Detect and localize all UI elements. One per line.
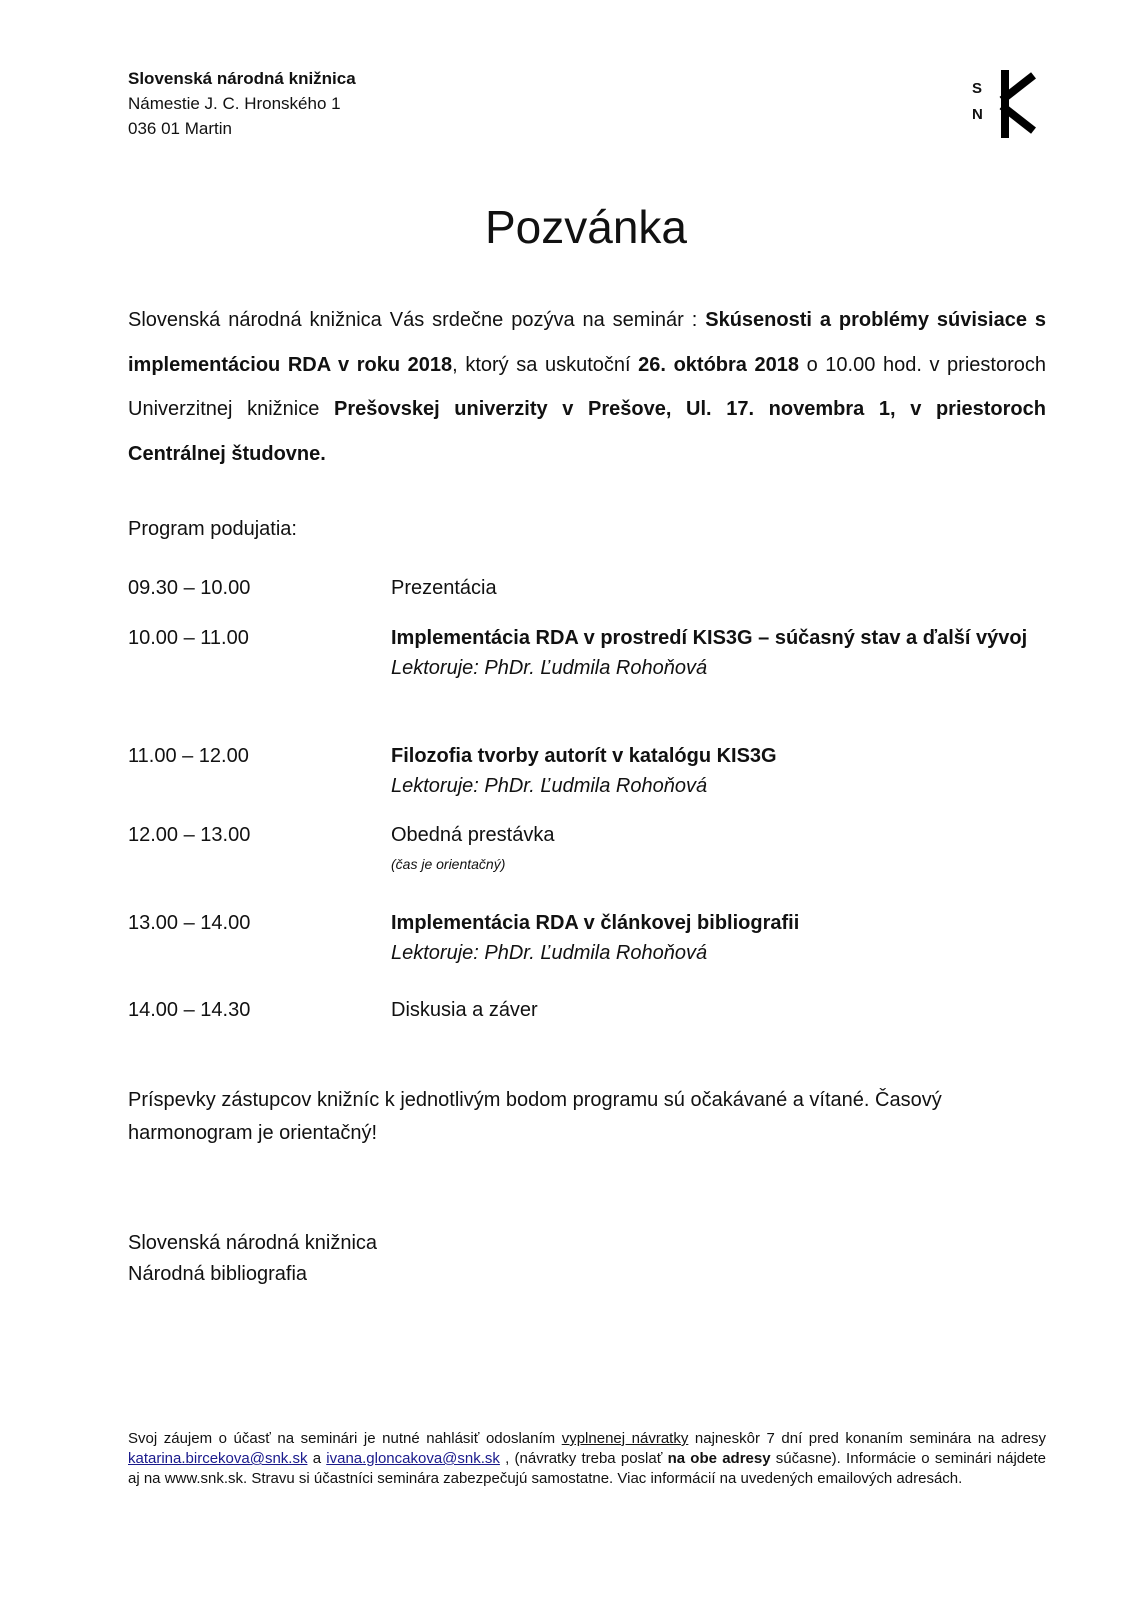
closing-paragraph: Príspevky zástupcov knižníc k jednotlivým bodom programu sú očakávané a vítané. Časový harmonogram je orientačný! xyxy=(128,1089,942,1144)
email-link-bircekova[interactable]: katarina.bircekova@snk.sk xyxy=(128,1450,308,1467)
footer-text-1: Svoj záujem o účasť na seminári je nutné nahlásiť odoslaním xyxy=(128,1430,562,1447)
program-lecturer: Lektoruje: PhDr. Ľudmila Rohoňová xyxy=(391,775,708,797)
footer-text-2: najneskôr 7 dní pred konaním seminára na adresy xyxy=(688,1430,1046,1447)
street: Námestie J. C. Hronského 1 xyxy=(128,94,341,113)
program-time: 09.30 – 10.00 xyxy=(128,577,251,599)
org-name: Slovenská národná knižnica xyxy=(128,69,356,88)
program-time: 12.00 – 13.00 xyxy=(128,824,251,846)
seminar-title: Skúsenosti a problémy súvisiace s implementáciou RDA v roku 2018 xyxy=(128,309,1046,376)
intro-text-1: Slovenská národná knižnica Vás srdečne pozýva na seminár : xyxy=(128,309,706,331)
program-lecturer: Lektoruje: PhDr. Ľudmila Rohoňová xyxy=(391,942,708,964)
return-form-link[interactable]: vyplnenej návratky xyxy=(561,1430,689,1447)
snk-logo xyxy=(968,66,1048,146)
intro-text-3: o 10.00 hod. v priestoroch Univerzitnej knižnice xyxy=(128,353,1046,420)
footer-text-3: a xyxy=(307,1450,327,1467)
intro-paragraph xyxy=(128,298,1046,476)
program-time: 14.00 – 14.30 xyxy=(128,999,251,1021)
program-label: Program podujatia: xyxy=(128,518,297,540)
logo-letter-n: N xyxy=(972,106,983,123)
program-lecturer: Lektoruje: PhDr. Ľudmila Rohoňová xyxy=(391,657,708,679)
email-link-gloncakova[interactable]: ivana.gloncakova@snk.sk xyxy=(326,1450,500,1467)
seminar-date: 26. októbra 2018 xyxy=(638,353,799,376)
program-title: Filozofia tvorby autorít v katalógu KIS3G xyxy=(391,745,777,767)
sender-address xyxy=(128,66,356,141)
program-title: Implementácia RDA v prostredí KIS3G – súčasný stav a ďalší vývoj xyxy=(391,627,1028,649)
signature-line-1: Slovenská národná knižnica xyxy=(128,1232,378,1254)
program-title: Diskusia a záver xyxy=(391,999,538,1021)
program-title: Implementácia RDA v článkovej bibliografii xyxy=(391,912,800,934)
program-time: 11.00 – 12.00 xyxy=(128,745,249,767)
logo-letter-s: S xyxy=(972,80,983,97)
seminar-venue: Prešovskej univerzity v Prešove, Ul. 17. novembra 1, v priestoroch Centrálnej študovne. xyxy=(128,398,1046,465)
footer-note xyxy=(128,1429,1046,1489)
city: 036 01 Martin xyxy=(128,119,232,138)
footer-bold: na obe adresy xyxy=(667,1450,771,1467)
footer-text-4: , (návratky treba poslať xyxy=(499,1450,668,1467)
program-note: (čas je orientačný) xyxy=(391,856,506,872)
program-title: Prezentácia xyxy=(391,577,497,599)
program-time: 13.00 – 14.00 xyxy=(128,912,251,934)
program-title: Obedná prestávka xyxy=(391,824,555,846)
signature-line-2: Národná bibliografia xyxy=(128,1263,308,1285)
intro-text-2: , ktorý sa uskutoční xyxy=(452,353,639,376)
page-title: Pozvánka xyxy=(484,201,687,253)
footer-text-5: súčasne). Informácie o seminári nájdete aj na www.snk.sk. Stravu si účastníci seminára zabezpečujú samostatne. Viac informácií na uvedených emailových adresách. xyxy=(128,1450,1046,1487)
program-time: 10.00 – 11.00 xyxy=(128,627,249,649)
signature xyxy=(128,1228,377,1290)
